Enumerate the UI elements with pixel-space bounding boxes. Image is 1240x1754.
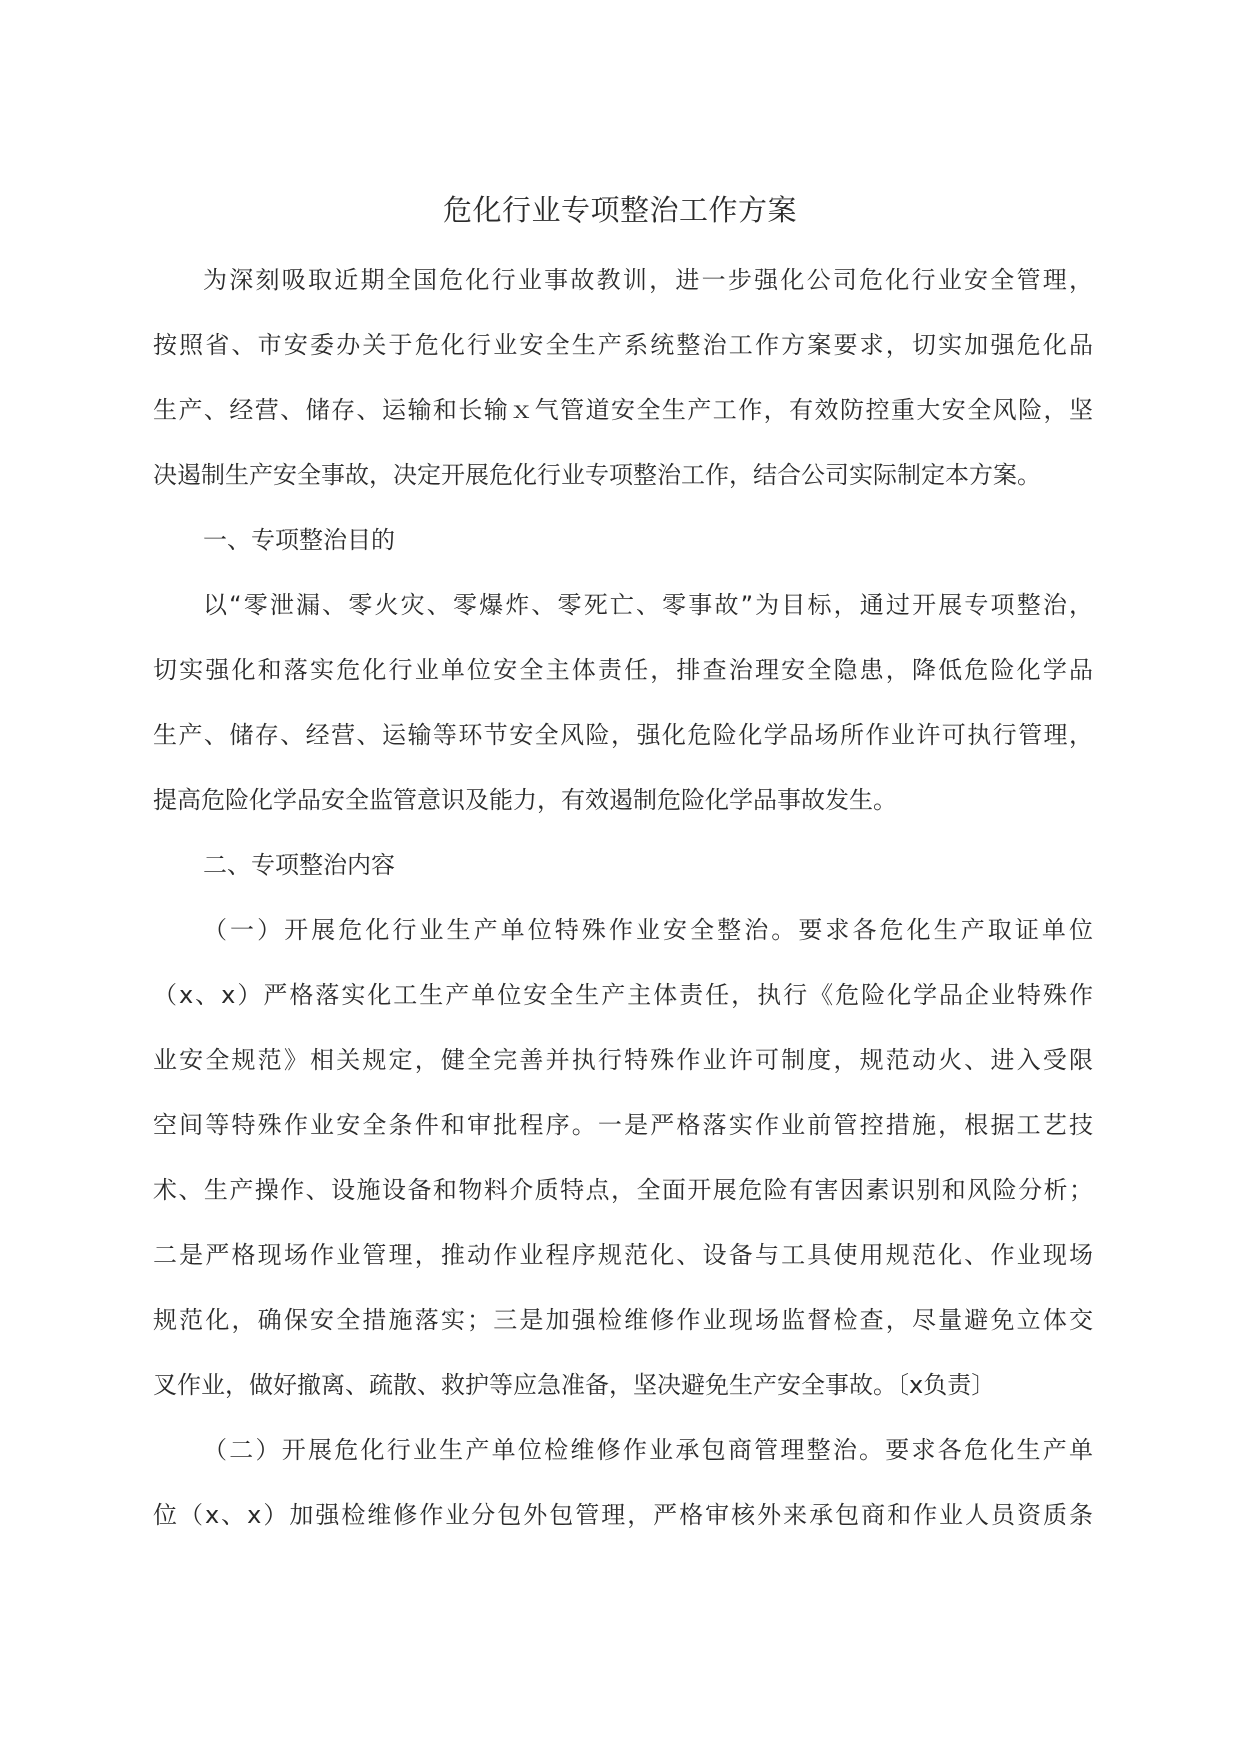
paragraph-line: 生产、经营、储存、运输和长输ｘ气管道安全生产工作，有效防控重大安全风险，坚 bbox=[153, 396, 1093, 424]
paragraph-line: 生产、储存、经营、运输等环节安全风险，强化危险化学品场所作业许可执行管理， bbox=[153, 721, 1093, 749]
paragraph-line: 提高危险化学品安全监管意识及能力，有效遏制危险化学品事故发生。 bbox=[153, 786, 897, 814]
paragraph-line: （一）开展危化行业生产单位特殊作业安全整治。要求各危化生产取证单位 bbox=[203, 916, 1093, 944]
paragraph-line: （x、x）严格落实化工生产单位安全生产主体责任，执行《危险化学品企业特殊作 bbox=[153, 981, 1093, 1009]
paragraph-line: 切实强化和落实危化行业单位安全主体责任，排查治理安全隐患，降低危险化学品 bbox=[153, 656, 1093, 684]
paragraph-line: 为深刻吸取近期全国危化行业事故教训，进一步强化公司危化行业安全管理， bbox=[203, 266, 1093, 294]
paragraph-line: 规范化，确保安全措施落实；三是加强检维修作业现场监督检查，尽量避免立体交 bbox=[153, 1306, 1093, 1334]
paragraph-line: 按照省、市安委办关于危化行业安全生产系统整治工作方案要求，切实加强危化品 bbox=[153, 331, 1093, 359]
paragraph-line: 位（x、x）加强检维修作业分包外包管理，严格审核外来承包商和作业人员资质条 bbox=[153, 1501, 1093, 1529]
paragraph-line: 术、生产操作、设施设备和物料介质特点，全面开展危险有害因素识别和风险分析； bbox=[153, 1176, 1093, 1204]
document-body bbox=[153, 258, 1093, 1558]
document-title: 危化行业专项整治工作方案 bbox=[442, 193, 797, 227]
paragraph-line: 二是严格现场作业管理，推动作业程序规范化、设备与工具使用规范化、作业现场 bbox=[153, 1241, 1093, 1269]
paragraph-line: 空间等特殊作业安全条件和审批程序。一是严格落实作业前管控措施，根据工艺技 bbox=[153, 1111, 1093, 1139]
section-heading-purpose: 一、专项整治目的 bbox=[203, 526, 395, 554]
paragraph-line: （二）开展危化行业生产单位检维修作业承包商管理整治。要求各危化生产单 bbox=[203, 1436, 1093, 1464]
paragraph-line: 以“零泄漏、零火灾、零爆炸、零死亡、零事故”为目标，通过开展专项整治， bbox=[203, 591, 1093, 619]
section-heading-content: 二、专项整治内容 bbox=[203, 851, 395, 879]
paragraph-line: 决遏制生产安全事故，决定开展危化行业专项整治工作，结合公司实际制定本方案。 bbox=[153, 461, 1041, 489]
paragraph-line: 叉作业，做好撤离、疏散、救护等应急准备，坚决避免生产安全事故。〔x负责〕 bbox=[153, 1371, 996, 1399]
paragraph-line: 业安全规范》相关规定，健全完善并执行特殊作业许可制度，规范动火、进入受限 bbox=[153, 1046, 1093, 1074]
